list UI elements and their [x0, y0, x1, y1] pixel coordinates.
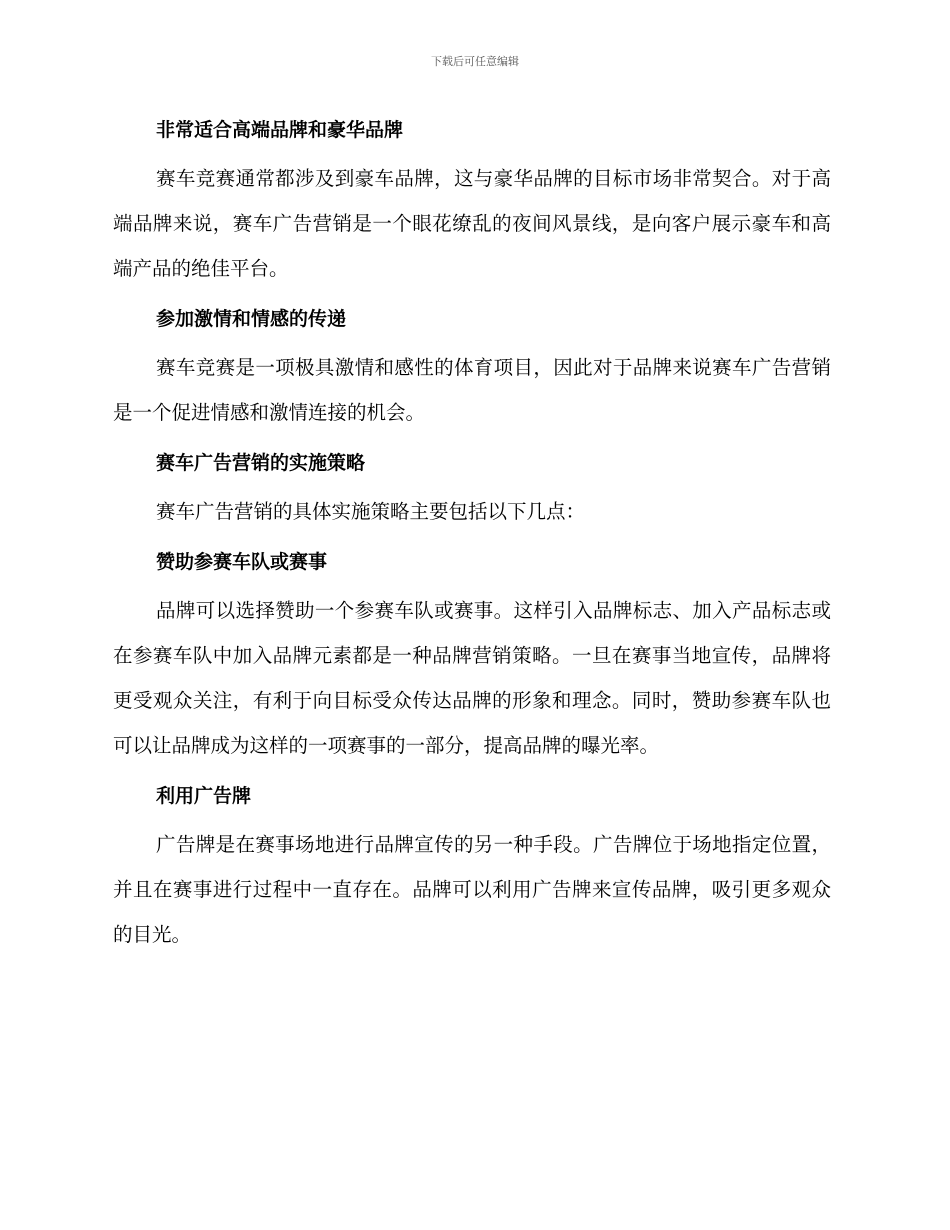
section-heading-sponsorship: 赞助参赛车队或赛事: [156, 551, 328, 573]
section-paragraph-billboards: 广告牌是在赛事场地进行品牌宣传的另一种手段。广告牌位于场地指定位置，并且在赛事进行过程中一直存在。品牌可以利用广告牌来宣传品牌，吸引更多观众的目光。: [113, 833, 831, 946]
page-header-note: 下载后可任意编辑: [431, 55, 519, 68]
document-body: [113, 110, 831, 965]
section-paragraph-passion-emotion: 赛车竞赛是一项极具激情和感性的体育项目，因此对于品牌来说赛车广告营销是一个促进情感和激情连接的机会。: [113, 356, 831, 424]
section-heading-implementation-strategy: 赛车广告营销的实施策略: [156, 452, 366, 474]
section-paragraph-implementation-strategy: 赛车广告营销的具体实施策略主要包括以下几点：: [156, 500, 586, 523]
section-paragraph-sponsorship: 品牌可以选择赞助一个参赛车队或赛事。这样引入品牌标志、加入产品标志或在参赛车队中加入品牌元素都是一种品牌营销策略。一旦在赛事当地宣传，品牌将更受观众关注，有利于向目标受众传达品牌的形象和理念。同时，赞助参赛车队也可以让品牌成为这样的一项赛事的一部分，提高品牌的曝光率。: [113, 599, 831, 757]
section-heading-passion-emotion: 参加激情和情感的传递: [156, 308, 347, 330]
section-paragraph-high-end-brands: 赛车竞赛通常都涉及到豪车品牌，这与豪华品牌的目标市场非常契合。对于高端品牌来说，赛车广告营销是一个眼花缭乱的夜间风景线，是向客户展示豪车和高端产品的绝佳平台。: [113, 167, 831, 280]
section-heading-billboards: 利用广告牌: [156, 785, 252, 807]
section-heading-high-end-brands: 非常适合高端品牌和豪华品牌: [156, 119, 404, 141]
